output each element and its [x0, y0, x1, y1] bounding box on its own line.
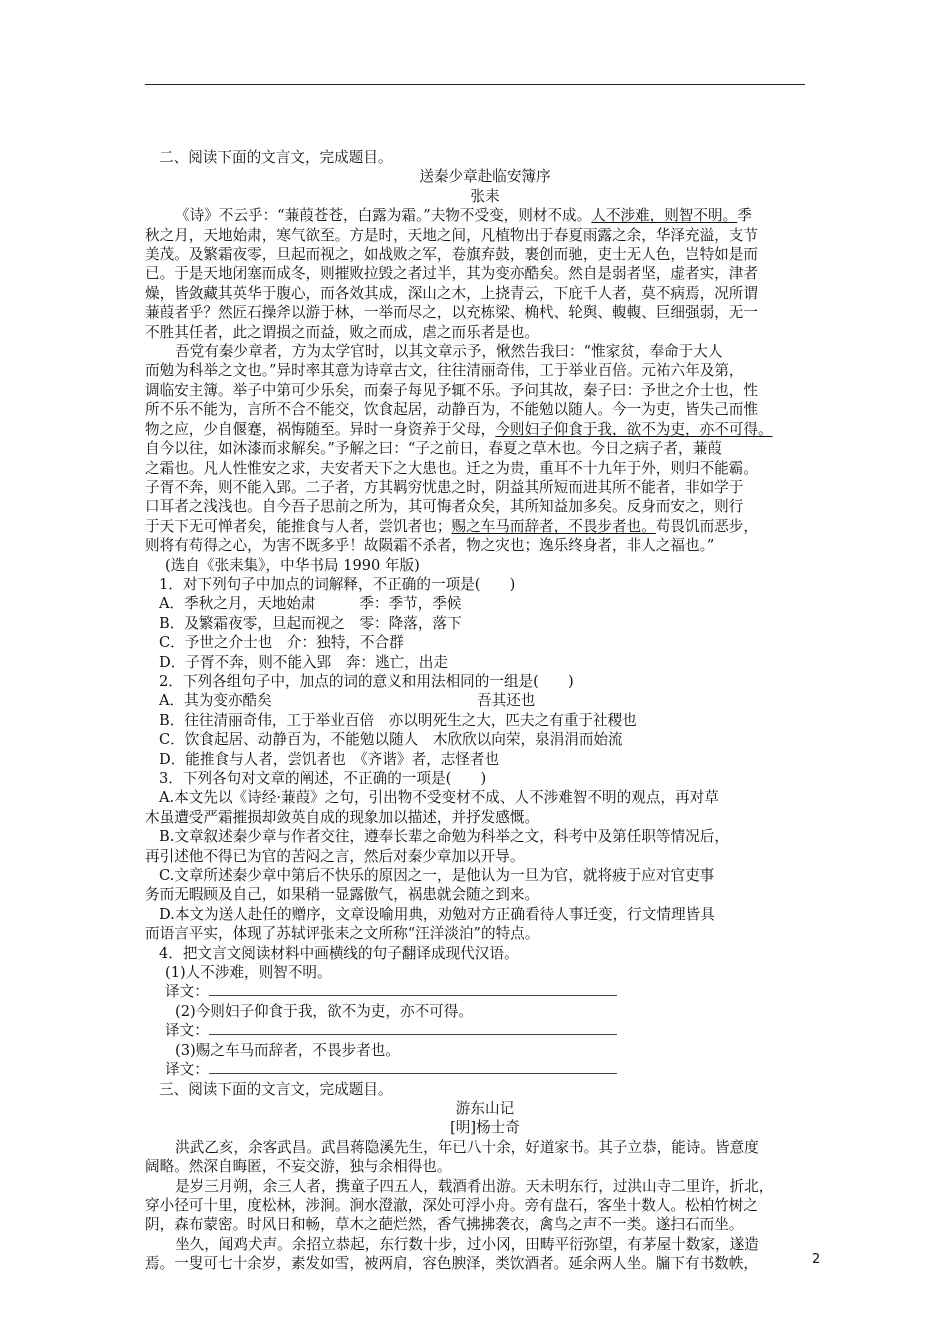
q3-option-line: D.本文为送人赴任的赠序，文章设喻用典，劝勉对方正确看待人事迁变，行文情理皆具 [159, 905, 715, 923]
passage-line: 自今以往，如沐漆而求解矣。”予解之曰：“子之前日，春夏之草木也。今日之病子者，蒹葭 [145, 440, 722, 458]
q4-item-1: (1)人不涉难，则智不明。 [165, 964, 332, 982]
q1-option-a: A．季秋之月，天地始肃 季：季节，季候 [159, 595, 462, 613]
question-1: 1．对下列句子中加点的词解释，不正确的一项是( ) [159, 575, 516, 593]
passage-line: 吾党有秦少章者，方为太学官时，以其文章示予，愀然告我曰：“惟家贫，奉命于大人 [175, 343, 723, 361]
q2-option-a: A．其为变亦酷矣 吾其还也 [159, 692, 536, 710]
passage-line: 则将有苟得之心，为害不既多乎！故陨霜不杀者，物之灾也；逸乐终身者，非人之福也。” [145, 537, 715, 555]
passage-line: 坐久，闻鸡犬声。余招立恭起，东行数十步，过小冈，田畴平衍弥望，有茅屋十数家，遂造 [175, 1235, 759, 1253]
q3-option-line: C.文章所述秦少章中第后不快乐的原因之一，是他认为一旦为官，就将疲于应对官吏事 [159, 867, 715, 885]
passage-line: 《诗》不云乎：“蒹葭苍苍，白露为霜。”夫物不受变，则材不成。人不涉难，则智不明。季 [175, 207, 752, 225]
translation-row[interactable]: 译文： [145, 1021, 825, 1040]
header-rule [145, 84, 805, 85]
translation-row[interactable]: 译文： [145, 982, 825, 1001]
question-4: 4．把文言文阅读材料中画横线的句子翻译成现代汉语。 [159, 944, 519, 962]
q1-option-d: D．子胥不奔，则不能入郢 奔：逃亡，出走 [159, 653, 448, 671]
question-3: 3．下列各句对文章的阐述，不正确的一项是( ) [159, 770, 487, 787]
passage-line: 之霜也。凡人性惟安之求，夫安者天下之大患也。迁之为贵，重耳不十九年于外，则归不能霸。 [145, 459, 758, 477]
q2-option-b: B．往往清丽奇伟，工于举业百倍 亦以明死生之大，匹夫之有重于社稷也 [159, 711, 637, 729]
passage-line: 阴，森布蒙密。时风日和畅，草木之葩烂然，香气拂拂袭衣，禽鸟之声不一类。遂扫石而坐。 [145, 1216, 744, 1234]
answer-blank[interactable] [209, 1062, 617, 1074]
q3-option-line: 木虽遭受严霜摧损却敛英自成的现象加以描述，并抒发感慨。 [145, 808, 540, 826]
q1-option-b: B．及繁霜夜零，旦起而视之 零：降落，落下 [159, 614, 462, 632]
passage-line: 子胥不奔，则不能入郢。二子者，方其羁穷忧患之时，阴益其所短而进其所不能者，非如学于 [145, 478, 744, 496]
passage-line: 已。于是天地闭塞而成冬，则摧败拉毁之者过半，其为变亦酷矣。然自是弱者坚，虚者实，津者 [145, 265, 758, 283]
source-note: (选自《张耒集》，中华书局 1990 年版) [165, 556, 420, 574]
passage-line: 蒹葭者乎？然匠石操斧以游于林，一举而尽之，以充栋梁、桷杙、轮舆、輹輹、巨细强弱，无一 [145, 304, 758, 322]
q3-option-line: 而语言平实，体现了苏轼评张耒之文所称“汪洋淡泊”的特点。 [145, 925, 540, 943]
passage-line: 洪武乙亥，余客武昌。武昌蒋隐溪先生，年已八十余，好道家书。其子立恭，能诗。皆意度 [175, 1138, 759, 1156]
passage-line: 不胜其任者，此之谓损之而益，败之而成，虐之而乐者是也。 [145, 323, 540, 341]
q4-item-2: (2)今则妇子仰食于我，欲不为吏，亦不可得。 [175, 1002, 473, 1020]
passage-line: 物之应，少自偃蹇，祸悔随至。异时一身资养于父母，今则妇子仰食于我，欲不为吏，亦不可得。 [145, 420, 773, 438]
document-body [145, 148, 825, 1274]
passage-line: 而勉为科举之文也。”异时率其意为诗章古文，往往清丽奇伟，工于举业百倍。元祐六年及第， [145, 362, 744, 380]
passage-line: 穿小径可十里，度松林，涉涧。涧水澄澈，深处可浮小舟。旁有盘石，客坐十数人。松柏竹树之 [145, 1196, 758, 1214]
section-heading: 三、阅读下面的文言文，完成题目。 [159, 1080, 393, 1098]
answer-blank[interactable] [209, 984, 617, 996]
passage-line: 于天下无可惮者矣，能推食与人者，尝饥者也；赐之车马而辞者，不畏步者也。苟畏饥而恶步， [145, 517, 758, 535]
passage-title: 送秦少章赴临安簿序 [419, 168, 551, 186]
q3-option-line: B.文章叙述秦少章与作者交往，遵奉长辈之命勉为科举之文，科考中及第任职等情况后， [159, 828, 729, 846]
passage-line: 美茂。及繁霜夜零，旦起而视之，如战败之军，卷旗弃鼓，裹创而驰，吏士无人色，岂特如是而 [145, 246, 758, 264]
passage-line: 秋之月，天地始肃，寒气欲至。方是时，天地之间，凡植物出于春夏雨露之余，华泽充溢，支节 [145, 226, 758, 244]
passage-author: [明]杨士奇 [450, 1119, 520, 1137]
q3-option-line: A.本文先以《诗经·蒹葭》之句，引出物不受变材不成、人不涉难智不明的观点，再对草 [159, 789, 719, 807]
passage-author: 张耒 [470, 187, 500, 205]
q3-option-line: 务而无暇顾及自己，如果稍一显露傲气，祸患就会随之到来。 [145, 886, 540, 904]
passage-title: 游东山记 [455, 1099, 515, 1117]
q1-option-c: C．予世之介士也 介：独特，不合群 [159, 634, 404, 652]
passage-line: 口耳者之浅浅也。自今吾子思前之所为，其可悔者众矣，其所知益加多矣。反身而安之，则行 [145, 498, 744, 516]
q4-item-3: (3)赐之车马而辞者，不畏步者也。 [175, 1041, 400, 1059]
q3-option-line: 再引述他不得已为官的苦闷之言，然后对秦少章加以开导。 [145, 847, 525, 865]
section-heading: 二、阅读下面的文言文，完成题目。 [159, 149, 393, 166]
page-number: 2 [812, 1252, 821, 1267]
q2-option-c: C．饮食起居、动静百为，不能勉以随人 木欣欣以向荣，泉涓涓而始流 [159, 731, 623, 749]
passage-line: 调临安主簿。举子中第可少乐矣，而秦子每见予辄不乐。予问其故，秦子曰：予世之介士也，性 [145, 381, 758, 399]
passage-line: 燥，皆敛藏其英华于腹心，而各效其成，深山之木，上挠青云，下庇千人者，莫不病焉，况所谓 [145, 284, 758, 302]
question-2: 2．下列各组句子中，加点的词的意义和用法相同的一组是( ) [159, 672, 574, 690]
passage-line: 焉。一叟可七十余岁，素发如雪，被两肩，容色腴泽，类饮酒者。延余两人坐。牖下有书数帙， [145, 1255, 758, 1273]
passage-line: 所不乐不能为，言所不合不能交，饮食起居，动静百为，不能勉以随人。今一为吏，皆失己而惟 [145, 401, 758, 419]
answer-blank[interactable] [209, 1023, 617, 1035]
passage-line: 是岁三月朔，余三人者，携童子四五人，载酒肴出游。天未明东行，过洪山寺二里许，折北， [175, 1177, 774, 1195]
translation-row[interactable]: 译文： [145, 1060, 825, 1079]
q2-option-d: D．能推食与人者，尝饥者也 《齐谐》者，志怪者也 [159, 750, 500, 768]
passage-line: 阔略。然深自晦匿，不妄交游，独与余相得也。 [145, 1158, 452, 1176]
